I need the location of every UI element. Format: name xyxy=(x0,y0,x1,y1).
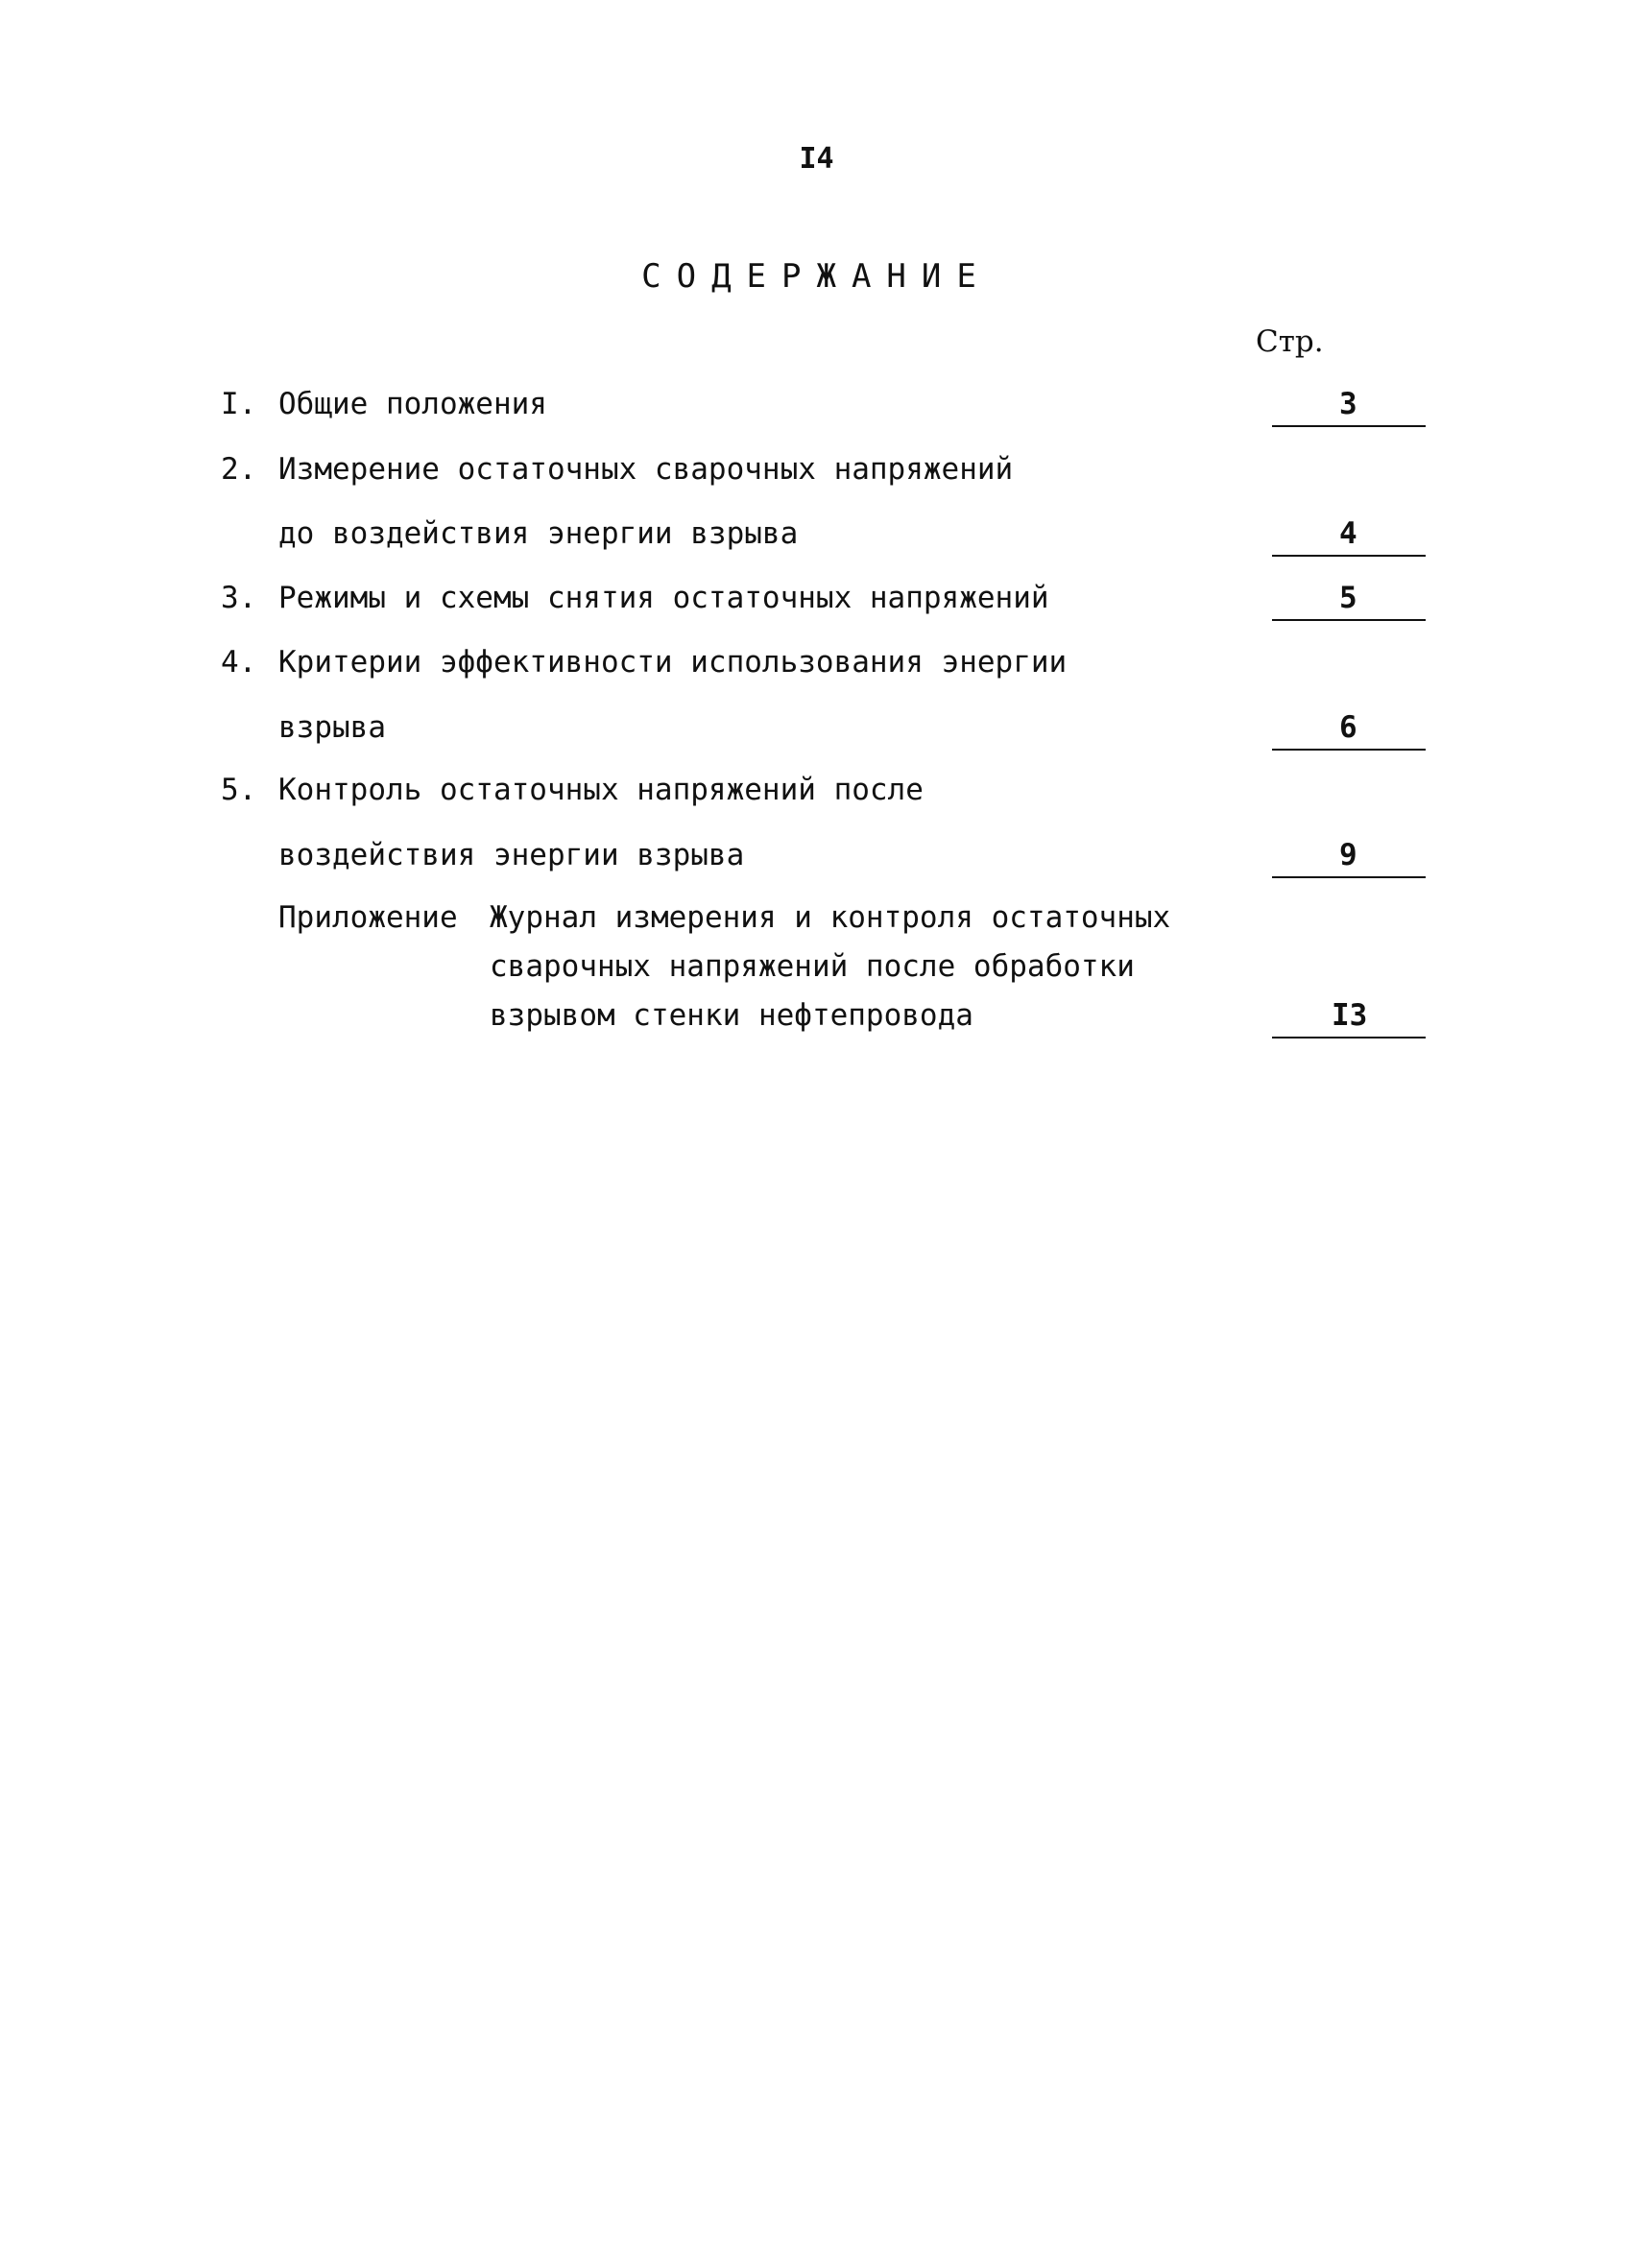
toc-entry-page: 6 xyxy=(1272,708,1426,751)
toc-entry-text: Режимы и схемы снятия остаточных напряжений xyxy=(278,581,1049,615)
toc-entry-text: Критерии эффективности использования энергии xyxy=(278,645,1068,680)
page-number: I4 xyxy=(799,142,834,176)
appendix-text: взрывом стенки нефтепровода xyxy=(490,998,973,1033)
toc-entry-page: I3 xyxy=(1272,996,1426,1039)
appendix-text: Журнал измерения и контроля остаточных xyxy=(490,900,1171,935)
page-column-header: Стр. xyxy=(1256,324,1324,359)
toc-entry-page: 3 xyxy=(1272,385,1426,427)
toc-entry-text: взрыва xyxy=(278,710,386,745)
appendix-text: сварочных напряжений после обработки xyxy=(490,949,1135,984)
appendix-label: Приложение xyxy=(278,900,458,935)
toc-entry-text: Общие положения xyxy=(278,387,547,421)
toc-entry-text: до воздействия энергии взрыва xyxy=(278,516,799,551)
toc-entry-number: 5. xyxy=(221,773,257,807)
toc-entry-text: воздействия энергии взрыва xyxy=(278,838,745,872)
toc-entry-text: Контроль остаточных напряжений после xyxy=(278,773,924,807)
document-title: СОДЕРЖАНИЕ xyxy=(641,257,992,296)
toc-entry-page: 9 xyxy=(1272,836,1426,878)
toc-entry-number: I. xyxy=(221,387,257,421)
toc-entry-page: 5 xyxy=(1272,579,1426,621)
toc-entry-number: 4. xyxy=(221,645,257,680)
toc-entry-number: 2. xyxy=(221,452,257,487)
toc-entry-page: 4 xyxy=(1272,514,1426,557)
toc-entry-number: 3. xyxy=(221,581,257,615)
toc-entry-text: Измерение остаточных сварочных напряжений xyxy=(278,452,1014,487)
